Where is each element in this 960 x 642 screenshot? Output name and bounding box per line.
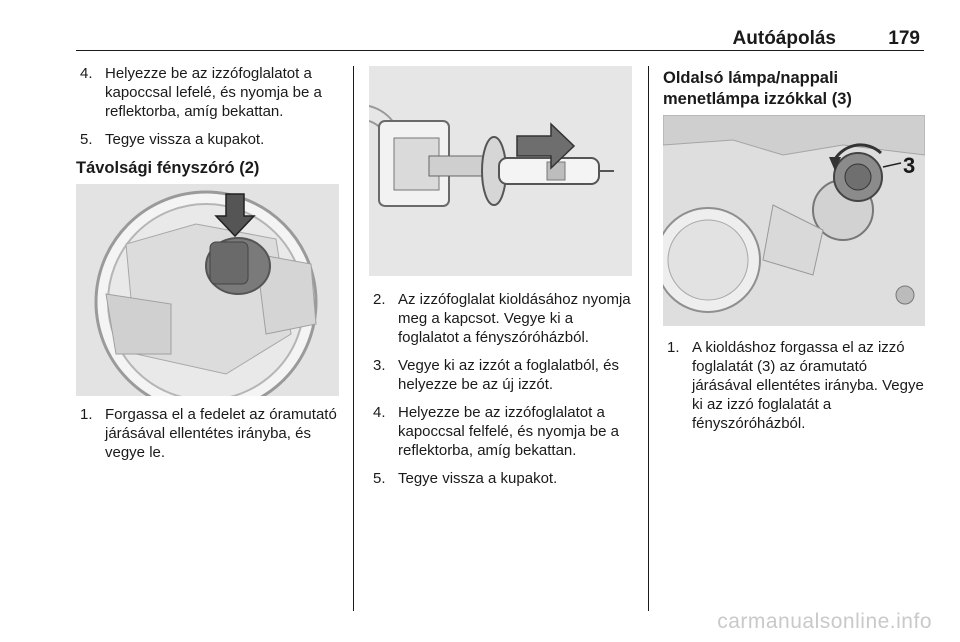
step-text: Forgassa el a fedelet az óramutató járásával ellentétes irányba, és vegye le.: [105, 406, 337, 461]
column-3: [667, 338, 929, 442]
section-title: Autóápolás: [732, 28, 836, 49]
list-item: [373, 469, 635, 488]
column-2: [373, 290, 635, 497]
list-item: [80, 405, 342, 462]
column-divider: [353, 66, 354, 611]
column-1-lower: [80, 405, 342, 471]
column-divider: [648, 66, 649, 611]
list-item: [373, 403, 635, 460]
step-text: Helyezze be az izzófoglalatot a kapoccsal lefelé, és nyomja be a reflektorba, amíg bekattan.: [105, 65, 322, 120]
step-text: Tegye vissza a kupakot.: [398, 470, 558, 487]
step-number: 5.: [373, 470, 386, 487]
step-number: 3.: [373, 357, 386, 374]
list-item: [667, 338, 929, 433]
page-header: [76, 22, 924, 51]
callout-label: 3: [903, 153, 916, 178]
step-text: Vegye ki az izzót a foglalatból, és helyezze be az új izzót.: [398, 357, 619, 393]
step-number: 2.: [373, 291, 386, 308]
step-number: 1.: [667, 339, 680, 356]
list-item: [80, 64, 342, 121]
list-item: [80, 130, 342, 149]
step-text: Az izzófoglalat kioldásához nyomja meg a kapcsot. Vegye ki a foglalatot a fényszóróházból.: [398, 291, 631, 346]
side-lamp-illustration: [663, 115, 925, 326]
watermark: carmanualsonline.info: [717, 610, 932, 633]
step-text: Helyezze be az izzófoglalatot a kapoccsal felfelé, és nyomja be a reflektorba, amíg bekattan.: [398, 404, 619, 459]
step-text: Tegye vissza a kupakot.: [105, 131, 265, 148]
list-item: [373, 356, 635, 394]
step-number: 5.: [80, 131, 93, 148]
page-number: 179: [888, 28, 920, 49]
list-item: [373, 290, 635, 347]
step-number: 4.: [80, 65, 93, 82]
step-text: A kioldáshoz forgassa el az izzó foglalatát (3) az óramutató járásával ellentétes irányba. Vegye ki az izzó foglalatát a fényszóróházból.: [692, 339, 924, 432]
bulb-socket-illustration: [369, 66, 632, 276]
high-beam-illustration: [76, 184, 339, 396]
section-heading: Oldalsó lámpa/nappali menetlámpa izzókkal (3): [663, 69, 852, 108]
step-number: 1.: [80, 406, 93, 423]
section-heading: Távolsági fényszóró (2): [76, 159, 260, 177]
column-1: [80, 64, 342, 158]
step-number: 4.: [373, 404, 386, 421]
